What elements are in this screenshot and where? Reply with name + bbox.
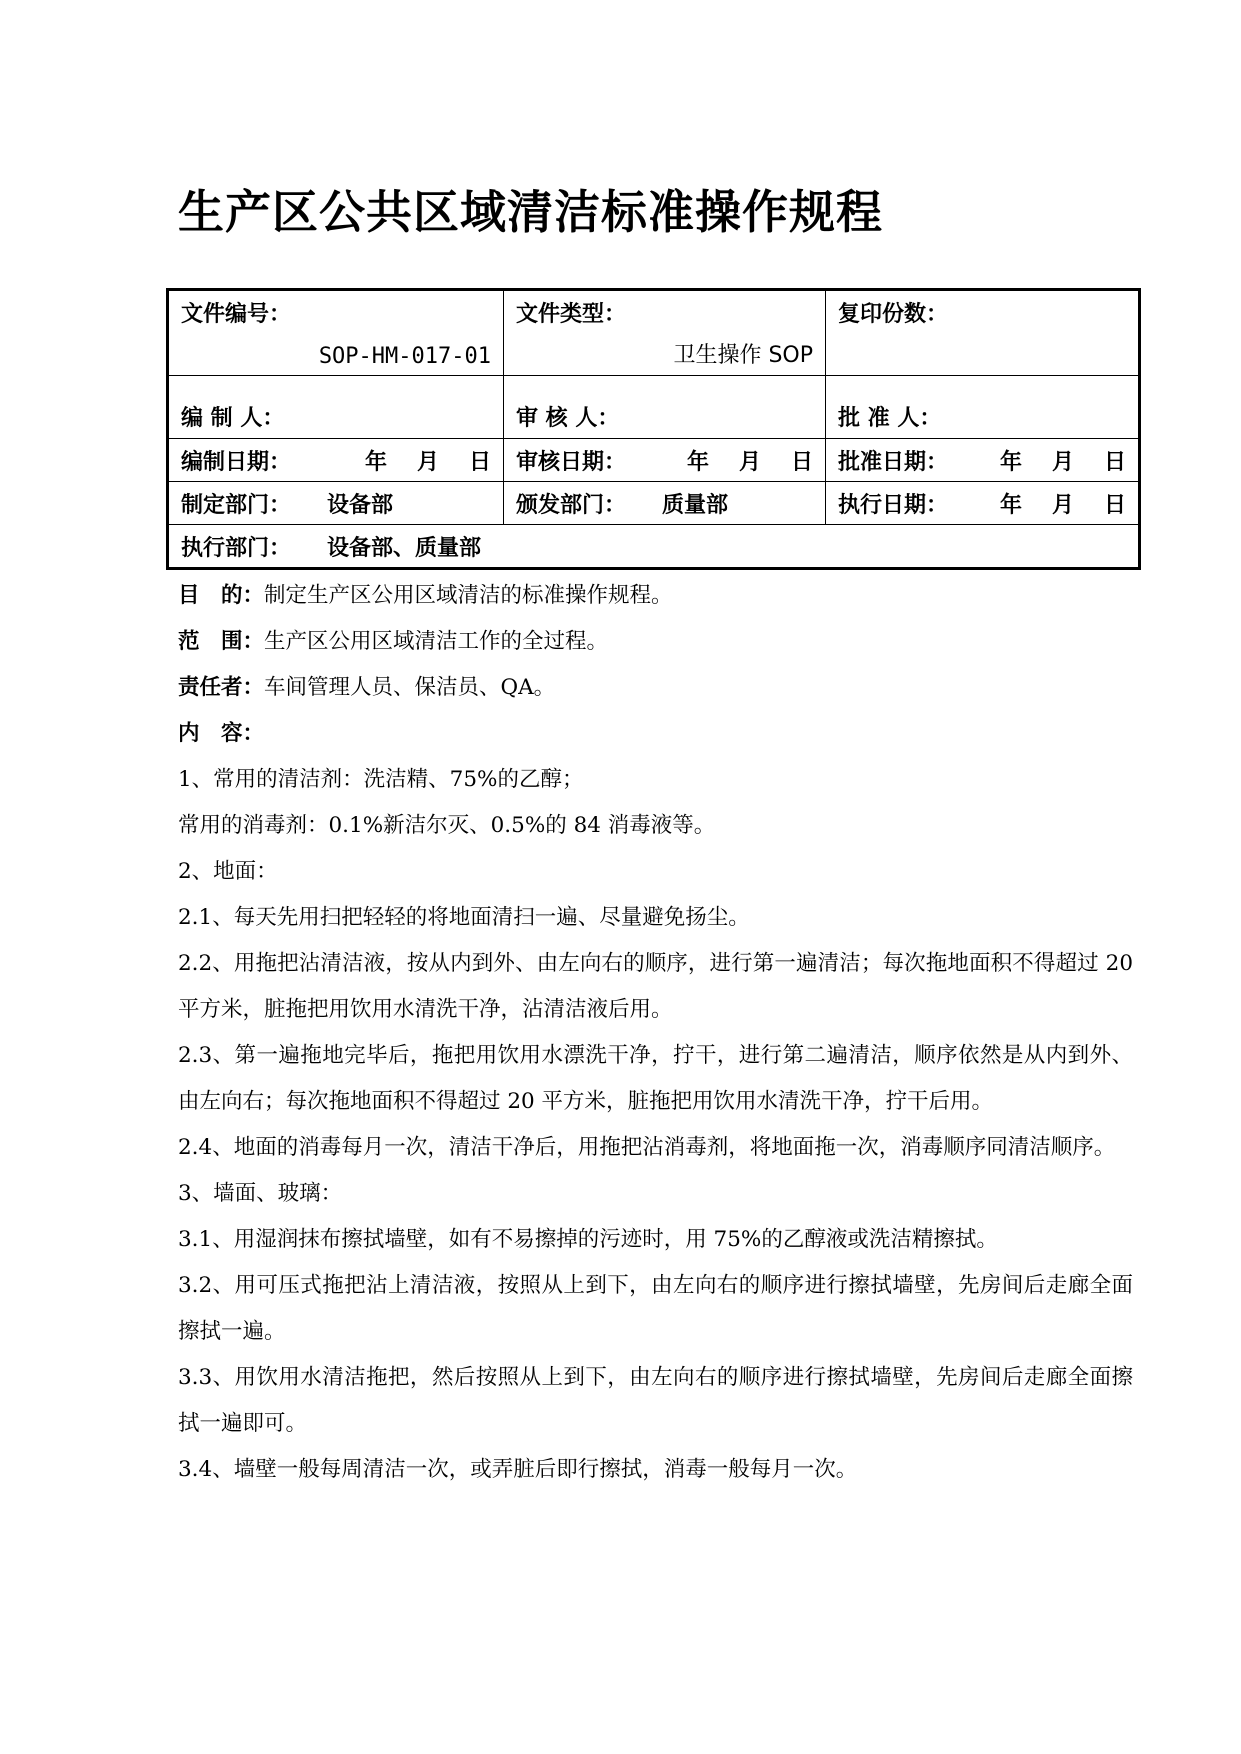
- scope-label: 范 围：: [178, 629, 265, 654]
- content-label: 内 容：: [178, 721, 265, 746]
- reviewer-label: 审 核 人：: [516, 406, 620, 431]
- paragraph: 3、墙面、玻璃：: [178, 1181, 343, 1206]
- paragraph: 3.1、用湿润抹布擦拭墙壁，如有不易擦掉的污迹时，用 75%的乙醇液或洗洁精擦拭。: [178, 1227, 998, 1252]
- copies-label: 复印份数：: [838, 302, 949, 327]
- responsibility-text: 车间管理人员、保洁员、QA。: [264, 675, 556, 700]
- scope-line: [178, 619, 1133, 665]
- purpose-text: 制定生产区公用区域清洁的标准操作规程。: [264, 583, 673, 608]
- document-body: [178, 573, 1133, 1493]
- paragraph: 3.3、用饮用水清洁拖把，然后按照从上到下，由左向右的顺序进行擦拭墙壁，先房间后走廊全面擦拭一遍即可。: [178, 1365, 1133, 1436]
- exec-dept-value: 设备部、质量部: [327, 535, 482, 561]
- issue-dept-label: 颁发部门：: [516, 492, 627, 518]
- approve-date-label: 批准日期：: [838, 449, 949, 475]
- paragraph: 2.1、每天先用扫把轻轻的将地面清扫一遍、尽量避免扬尘。: [178, 905, 750, 930]
- purpose-label: 目 的：: [178, 583, 265, 608]
- document-title: 生产区公共区域清洁标准操作规程: [178, 185, 883, 239]
- file-type-value: 卫生操作 SOP: [673, 343, 813, 368]
- dept-label: 制定部门：: [181, 492, 292, 518]
- file-type-label: 文件类型：: [516, 302, 627, 327]
- responsibility-label: 责任者：: [178, 675, 265, 700]
- purpose-line: [178, 573, 1133, 619]
- paragraph: 3.2、用可压式拖把沾上清洁液，按照从上到下，由左向右的顺序进行擦拭墙壁，先房间后走廊全面擦拭一遍。: [178, 1273, 1133, 1344]
- paragraph: 1、常用的清洁剂：洗洁精、75%的乙醇；: [178, 767, 584, 792]
- author-date-value: 年 月 日: [364, 449, 491, 475]
- paragraph: 3.4、墙壁一般每周清洁一次，或弄脏后即行擦拭，消毒一般每月一次。: [178, 1457, 858, 1482]
- exec-date-label: 执行日期：: [838, 492, 949, 518]
- scope-text: 生产区公用区域清洁工作的全过程。: [264, 629, 609, 654]
- author-date-label: 编制日期：: [181, 449, 292, 475]
- file-type-cell: [504, 290, 826, 376]
- exec-dept-label: 执行部门：: [181, 535, 292, 561]
- issue-dept-value: 质量部: [662, 492, 729, 518]
- content-line: [178, 711, 1133, 757]
- copies-cell: [826, 290, 1140, 376]
- paragraph: 常用的消毒剂：0.1%新洁尔灭、0.5%的 84 消毒液等。: [178, 813, 716, 838]
- responsibility-line: [178, 665, 1133, 711]
- author-label: 编 制 人：: [181, 406, 285, 431]
- review-date-value: 年 月 日: [686, 449, 813, 475]
- document-info-table: [166, 288, 1141, 570]
- paragraph: 2.2、用拖把沾清洁液，按从内到外、由左向右的顺序，进行第一遍清洁；每次拖地面积不得超过 20 平方米，脏拖把用饮用水清洗干净，沾清洁液后用。: [178, 951, 1133, 1022]
- file-number-label: 文件编号：: [181, 302, 292, 327]
- paragraph: 2.3、第一遍拖地完毕后，拖把用饮用水漂洗干净，拧干，进行第二遍清洁，顺序依然是从内到外、由左向右；每次拖地面积不得超过 20 平方米，脏拖把用饮用水清洗干净，拧干后用。: [178, 1043, 1133, 1114]
- dept-value: 设备部: [327, 492, 394, 518]
- paragraph: 2、地面：: [178, 859, 278, 884]
- review-date-label: 审核日期：: [516, 449, 627, 475]
- file-number-value: SOP-HM-017-01: [318, 344, 491, 369]
- exec-date-value: 年 月 日: [999, 492, 1126, 518]
- approver-label: 批 准 人：: [838, 406, 942, 431]
- paragraph: 2.4、地面的消毒每月一次，清洁干净后，用拖把沾消毒剂，将地面拖一次，消毒顺序同清洁顺序。: [178, 1135, 1116, 1160]
- file-number-cell: [168, 290, 504, 376]
- approve-date-value: 年 月 日: [999, 449, 1126, 475]
